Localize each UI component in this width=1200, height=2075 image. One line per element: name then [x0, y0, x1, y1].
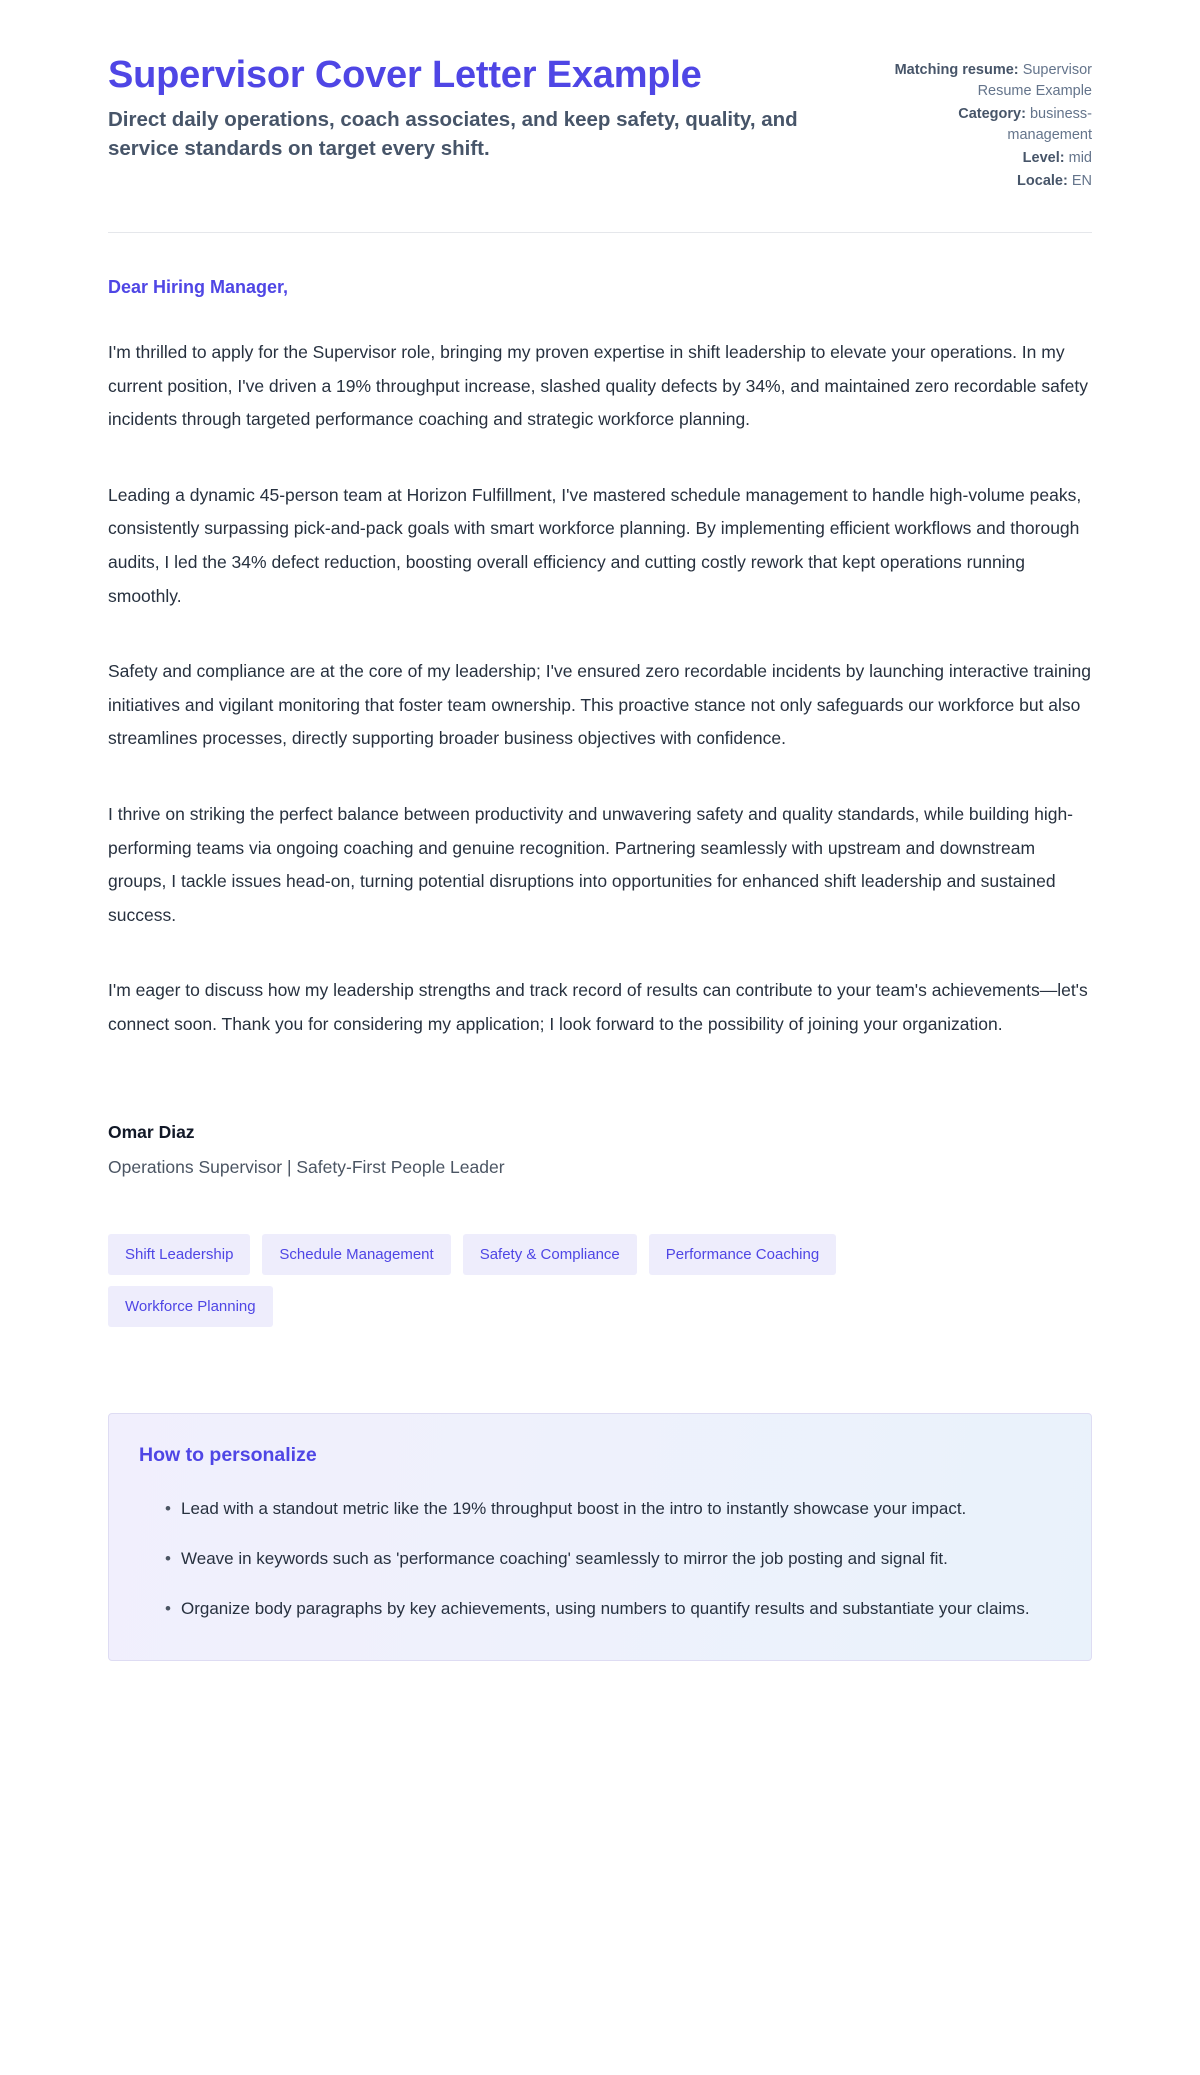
skill-tag[interactable]: Workforce Planning: [108, 1286, 273, 1327]
meta-level-label: Level:: [1022, 150, 1065, 167]
letter-paragraph: I'm thrilled to apply for the Supervisor role, bringing my proven expertise in shift leadership to elevate your operations. In my current position, I've driven a 19% throughput increase, slashed quality defects by 34%, and maintained zero recordable safety incidents through targeted performance coaching and strategic workforce planning.: [108, 342, 1089, 430]
callout-bullet: • Organize body paragraphs by key achievements, using numbers to quantify results and substantiate your claims.: [165, 1593, 1055, 1625]
meta-locale: [892, 171, 1092, 192]
signature-role: Operations Supervisor | Safety-First People Leader: [108, 1156, 505, 1177]
letter-paragraph: I thrive on striking the perfect balance between productivity and unwavering safety and quality standards, while building high-performing teams via ongoing coaching and genuine recognition. Partnering seamlessly with upstream and downstream groups, I tackle issues head-on, turning potential disruptions into opportunities for enhanced shift leadership and sustained success.: [108, 804, 1074, 925]
signature-block: [108, 1084, 1092, 1178]
meta-category-label: Category:: [958, 106, 1026, 123]
page-subtitle: Direct daily operations, coach associates, and keep safety, quality, and service standards on target every shift.: [108, 107, 798, 160]
signature-name: Omar Diaz: [108, 1121, 195, 1142]
document-metadata: [892, 54, 1092, 194]
skill-tag[interactable]: Shift Leadership: [108, 1234, 250, 1275]
how-to-personalize-callout: [108, 1413, 1092, 1662]
meta-matching-resume-label: Matching resume:: [894, 62, 1019, 78]
letter-paragraph: Leading a dynamic 45-person team at Horizon Fulfillment, I've mastered schedule management to handle high-volume peaks, consistently surpassing pick-and-pack goals with smart workforce planning. By implementing efficient workflows and thorough audits, I led the 34% defect reduction, boosting overall efficiency and cutting costly rework that kept operations running smoothly.: [108, 484, 1082, 606]
callout-bullet-list: [139, 1493, 1055, 1625]
skill-tag[interactable]: Performance Coaching: [649, 1234, 836, 1275]
page-title: Supervisor Cover Letter Example: [108, 54, 702, 96]
letter-body: [108, 233, 1092, 1042]
meta-level: [892, 148, 1092, 169]
header-title-block: [108, 54, 852, 163]
meta-matching-resume: [892, 60, 1092, 102]
meta-level-value: mid: [1068, 150, 1092, 167]
callout-bullet: • Lead with a standout metric like the 19% throughput boost in the intro to instantly showcase your impact.: [165, 1493, 1055, 1525]
meta-category: [892, 104, 1092, 146]
meta-locale-value: EN: [1071, 173, 1092, 190]
meta-matching-resume-value: Supervisor Resume Example: [977, 62, 1092, 100]
skill-tag[interactable]: Schedule Management: [262, 1234, 450, 1275]
meta-locale-label: Locale:: [1017, 173, 1068, 190]
callout-bullet: • Weave in keywords such as 'performance coaching' seamlessly to mirror the job posting and signal fit.: [165, 1543, 1055, 1575]
callout-title: How to personalize: [139, 1443, 317, 1466]
skill-tag-list: [108, 1178, 1008, 1327]
letter-paragraph: I'm eager to discuss how my leadership strengths and track record of results can contribute to your team's achievements—let's connect soon. Thank you for considering my application; I look forward to the possibility of joining your organization.: [108, 980, 1088, 1034]
skill-tag[interactable]: Safety & Compliance: [463, 1234, 637, 1275]
salutation: Dear Hiring Manager,: [108, 277, 289, 298]
letter-paragraph: Safety and compliance are at the core of my leadership; I've ensured zero recordable incidents by launching interactive training initiatives and vigilant monitoring that foster team ownership. This proactive stance not only safeguards our workforce but also streamlines processes, directly supporting broader business objectives with confidence.: [108, 661, 1091, 749]
document-header: [108, 0, 1092, 194]
meta-category-value: business-management: [1007, 106, 1092, 144]
